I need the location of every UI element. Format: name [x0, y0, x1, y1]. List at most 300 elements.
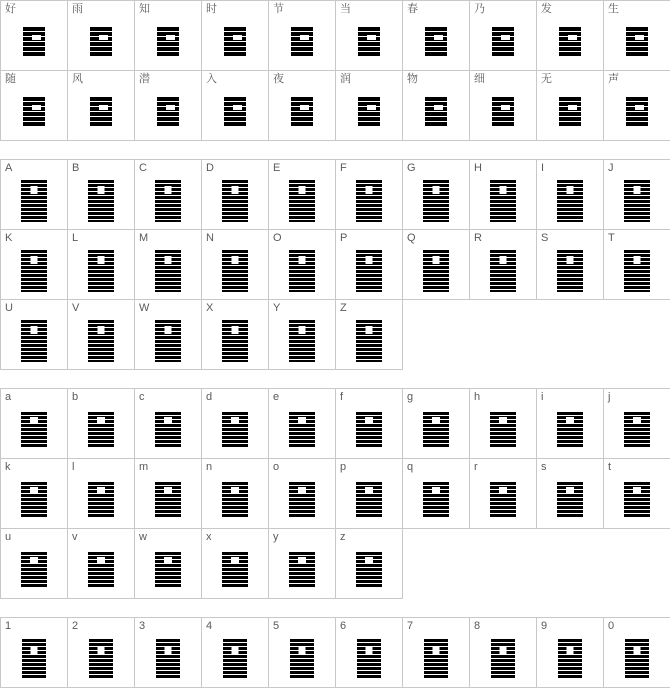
glyph-cell-label: h [474, 391, 481, 403]
glyph-cell-label: P [340, 232, 348, 244]
glyph-cell-label: V [72, 302, 80, 314]
glyph-cell-label: f [340, 391, 344, 403]
glyph-cell-label: a [5, 391, 12, 403]
glyph-cell [403, 1, 470, 71]
glyph-sample [403, 632, 469, 685]
glyph-cell-label: n [206, 461, 213, 473]
glyph-cell-label: 6 [340, 620, 347, 632]
glyph-cell [537, 618, 604, 688]
glyph-sample [537, 174, 603, 227]
glyph-sample [1, 543, 67, 596]
glyph-cell-empty [470, 529, 537, 599]
glyph-cell-label: 1 [5, 620, 12, 632]
glyph-cell-label: M [139, 232, 149, 244]
glyph-cell [135, 529, 202, 599]
glyph-sample [604, 473, 670, 526]
glyph-cell-label: 当 [340, 3, 351, 15]
glyph-cell-label: l [72, 461, 75, 473]
glyph-bitmap [356, 320, 382, 362]
glyph-cell [68, 389, 135, 459]
glyph-bitmap [356, 412, 382, 448]
glyph-cell [202, 160, 269, 230]
glyph-sample [336, 174, 402, 227]
glyph-bitmap [156, 639, 180, 679]
glyph-cell-label: z [340, 531, 346, 543]
glyph-bitmap [88, 180, 114, 222]
glyph-cell [537, 71, 604, 141]
glyph-cell [336, 529, 403, 599]
glyph-sample [202, 244, 268, 297]
glyph-cell [1, 160, 68, 230]
glyph-cell [269, 529, 336, 599]
glyph-sample [68, 543, 134, 596]
glyph-cell-label: G [407, 162, 416, 174]
glyph-bitmap [157, 27, 179, 57]
glyph-cell [1, 459, 68, 529]
glyph-cell [68, 459, 135, 529]
glyph-cell [1, 389, 68, 459]
glyph-cell-label: u [5, 531, 12, 543]
glyph-cell [202, 230, 269, 300]
glyph-sample [135, 15, 201, 68]
glyph-cell-label: 7 [407, 620, 414, 632]
glyph-bitmap [559, 97, 581, 127]
glyph-bitmap [89, 639, 113, 679]
glyph-bitmap [356, 552, 382, 588]
glyph-cell-label: 乃 [474, 3, 485, 15]
glyph-bitmap [222, 180, 248, 222]
glyph-cell [537, 389, 604, 459]
glyph-bitmap [356, 482, 382, 518]
glyph-sample [604, 244, 670, 297]
glyph-sample [470, 15, 536, 68]
glyph-bitmap [624, 412, 650, 448]
glyph-cell [269, 459, 336, 529]
glyph-bitmap [155, 250, 181, 292]
glyph-cell-label: 入 [206, 73, 217, 85]
glyph-sample [336, 632, 402, 685]
glyph-cell [470, 71, 537, 141]
glyph-cell-label: 物 [407, 73, 418, 85]
glyph-cell [68, 230, 135, 300]
glyph-sample [68, 403, 134, 456]
glyph-sample [403, 403, 469, 456]
glyph-sample [135, 244, 201, 297]
glyph-bitmap [558, 639, 582, 679]
glyph-cell [1, 1, 68, 71]
glyph-cell-label: 春 [407, 3, 418, 15]
glyph-sample [135, 174, 201, 227]
glyph-bitmap [491, 639, 515, 679]
glyph-cell-label: s [541, 461, 547, 473]
glyph-cell-label: N [206, 232, 214, 244]
glyph-cell-label: m [139, 461, 149, 473]
glyph-cell [68, 160, 135, 230]
glyph-sample [470, 632, 536, 685]
glyph-bitmap [21, 320, 47, 362]
glyph-sample [68, 473, 134, 526]
glyph-sample [135, 632, 201, 685]
glyph-bitmap [358, 27, 380, 57]
glyph-cell [68, 71, 135, 141]
glyph-sample [470, 85, 536, 138]
glyph-cell [135, 1, 202, 71]
glyph-bitmap [490, 482, 516, 518]
glyph-bitmap [356, 180, 382, 222]
glyph-sample [269, 632, 335, 685]
glyph-sample [68, 174, 134, 227]
glyph-cell-label: 声 [608, 73, 619, 85]
glyph-sample [537, 473, 603, 526]
glyph-cell-label: y [273, 531, 279, 543]
glyph-bitmap [289, 482, 315, 518]
glyph-sample [336, 244, 402, 297]
glyph-cell [135, 618, 202, 688]
glyph-cell-label: 发 [541, 3, 552, 15]
glyph-bitmap [425, 97, 447, 127]
glyph-sample [269, 174, 335, 227]
glyph-bitmap [21, 552, 47, 588]
glyph-sample [1, 632, 67, 685]
glyph-cell [470, 230, 537, 300]
glyph-bitmap [21, 250, 47, 292]
glyph-cell-label: i [541, 391, 544, 403]
glyph-bitmap [625, 639, 649, 679]
glyph-cell-label: L [72, 232, 79, 244]
glyph-sample [135, 314, 201, 367]
glyph-cell [135, 71, 202, 141]
glyph-cell-empty [470, 300, 537, 370]
glyph-cell [1, 230, 68, 300]
glyph-sample [604, 174, 670, 227]
glyph-cell-label: 0 [608, 620, 615, 632]
glyph-bitmap [289, 412, 315, 448]
glyph-cell [537, 160, 604, 230]
glyph-cell-label: 9 [541, 620, 548, 632]
glyph-bitmap [289, 180, 315, 222]
glyph-bitmap [21, 482, 47, 518]
glyph-cell [202, 300, 269, 370]
block-spacer [0, 370, 670, 388]
glyph-cell-label: q [407, 461, 414, 473]
glyph-sample [1, 85, 67, 138]
glyph-cell-label: A [5, 162, 13, 174]
glyph-sample [68, 632, 134, 685]
glyph-bitmap [557, 180, 583, 222]
glyph-cell [403, 230, 470, 300]
glyph-cell-empty [537, 300, 604, 370]
glyph-cell-label: e [273, 391, 280, 403]
glyph-bitmap [358, 97, 380, 127]
glyph-cell-label: v [72, 531, 78, 543]
glyph-cell-label: 风 [72, 73, 83, 85]
glyph-bitmap [290, 639, 314, 679]
glyph-bitmap [490, 412, 516, 448]
glyph-block-cjk [0, 0, 670, 141]
glyph-cell-label: O [273, 232, 282, 244]
glyph-cell [604, 618, 670, 688]
glyph-bitmap [22, 639, 46, 679]
glyph-cell-label: 3 [139, 620, 146, 632]
glyph-bitmap [423, 482, 449, 518]
glyph-sample [269, 473, 335, 526]
glyph-sample [68, 314, 134, 367]
glyph-cell [336, 300, 403, 370]
glyph-sample [403, 244, 469, 297]
glyph-cell [269, 1, 336, 71]
glyph-bitmap [90, 27, 112, 57]
glyph-bitmap [291, 97, 313, 127]
glyph-bitmap [21, 180, 47, 222]
glyph-cell [202, 459, 269, 529]
glyph-cell [68, 529, 135, 599]
glyph-cell [135, 389, 202, 459]
glyph-block-digits [0, 617, 670, 688]
glyph-sample [135, 403, 201, 456]
glyph-cell [336, 230, 403, 300]
glyph-bitmap [423, 250, 449, 292]
glyph-cell-label: W [139, 302, 150, 314]
glyph-bitmap [423, 180, 449, 222]
glyph-bitmap [157, 97, 179, 127]
glyph-cell-label: 知 [139, 3, 150, 15]
glyph-bitmap [492, 97, 514, 127]
glyph-cell [336, 160, 403, 230]
glyph-bitmap [425, 27, 447, 57]
glyph-bitmap [289, 320, 315, 362]
glyph-cell [269, 300, 336, 370]
glyph-cell-label: 好 [5, 3, 16, 15]
glyph-sample [604, 85, 670, 138]
glyph-sample [68, 15, 134, 68]
glyph-bitmap [222, 482, 248, 518]
glyph-bitmap [222, 412, 248, 448]
glyph-cell [135, 230, 202, 300]
glyph-sample [202, 174, 268, 227]
glyph-cell-empty [537, 529, 604, 599]
glyph-cell-label: Q [407, 232, 416, 244]
glyph-bitmap [289, 552, 315, 588]
glyph-cell [470, 1, 537, 71]
glyph-cell [1, 71, 68, 141]
glyph-cell-label: 节 [273, 3, 284, 15]
glyph-sample [269, 15, 335, 68]
glyph-cell [470, 459, 537, 529]
glyph-sample [1, 174, 67, 227]
glyph-cell [202, 1, 269, 71]
glyph-bitmap [155, 180, 181, 222]
glyph-cell [336, 1, 403, 71]
glyph-cell-label: X [206, 302, 214, 314]
glyph-cell [269, 230, 336, 300]
glyph-sample [336, 314, 402, 367]
glyph-cell [403, 389, 470, 459]
glyph-cell [403, 160, 470, 230]
glyph-cell [202, 389, 269, 459]
glyph-cell [1, 300, 68, 370]
glyph-cell [336, 618, 403, 688]
glyph-sample [202, 543, 268, 596]
glyph-cell [135, 160, 202, 230]
glyph-cell [604, 389, 670, 459]
glyph-cell-label: 5 [273, 620, 280, 632]
glyph-sample [604, 632, 670, 685]
glyph-cell [68, 300, 135, 370]
glyph-cell-label: 随 [5, 73, 16, 85]
glyph-cell [537, 230, 604, 300]
glyph-cell [135, 459, 202, 529]
glyph-sample [470, 174, 536, 227]
glyph-sample [336, 473, 402, 526]
glyph-cell-empty [604, 300, 670, 370]
glyph-cell-label: 生 [608, 3, 619, 15]
glyph-bitmap [155, 482, 181, 518]
glyph-bitmap [557, 250, 583, 292]
glyph-cell-label: 夜 [273, 73, 284, 85]
glyph-cell [403, 71, 470, 141]
glyph-bitmap [224, 27, 246, 57]
glyph-cell [403, 618, 470, 688]
glyph-cell-label: k [5, 461, 11, 473]
glyph-cell-label: H [474, 162, 482, 174]
glyph-bitmap [23, 97, 45, 127]
glyph-cell [604, 71, 670, 141]
glyph-bitmap [490, 250, 516, 292]
glyph-bitmap [155, 552, 181, 588]
glyph-cell [403, 459, 470, 529]
glyph-sample [68, 244, 134, 297]
glyph-bitmap [624, 250, 650, 292]
glyph-sample [470, 473, 536, 526]
glyph-bitmap [222, 552, 248, 588]
glyph-bitmap [21, 412, 47, 448]
glyph-sample [537, 244, 603, 297]
glyph-sample [135, 543, 201, 596]
glyph-cell-label: g [407, 391, 414, 403]
glyph-cell [604, 230, 670, 300]
glyph-bitmap [289, 250, 315, 292]
glyph-cell-label: R [474, 232, 482, 244]
glyph-sample [403, 15, 469, 68]
glyph-cell [336, 389, 403, 459]
glyph-bitmap [559, 27, 581, 57]
glyph-cell-label: J [608, 162, 614, 174]
glyph-cell-label: 8 [474, 620, 481, 632]
glyph-sample [604, 403, 670, 456]
glyph-cell-label: Y [273, 302, 281, 314]
glyph-bitmap [88, 412, 114, 448]
glyph-sample [202, 403, 268, 456]
glyph-sample [269, 543, 335, 596]
glyph-sample [403, 85, 469, 138]
glyph-bitmap [222, 250, 248, 292]
glyph-bitmap [88, 250, 114, 292]
glyph-sample [1, 314, 67, 367]
glyph-cell [135, 300, 202, 370]
glyph-cell-label: E [273, 162, 281, 174]
glyph-cell [202, 71, 269, 141]
glyph-bitmap [90, 97, 112, 127]
glyph-cell-label: d [206, 391, 213, 403]
glyph-cell [537, 1, 604, 71]
glyph-sample [537, 403, 603, 456]
glyph-cell-label: r [474, 461, 478, 473]
glyph-cell-label: 无 [541, 73, 552, 85]
glyph-sample [135, 473, 201, 526]
glyph-cell-label: D [206, 162, 214, 174]
block-spacer [0, 599, 670, 617]
glyph-cell-label: w [139, 531, 147, 543]
glyph-sample [269, 314, 335, 367]
glyph-cell [1, 618, 68, 688]
glyph-sample [537, 632, 603, 685]
glyph-cell [68, 1, 135, 71]
glyph-sample [202, 632, 268, 685]
glyph-cell-label: j [608, 391, 611, 403]
glyph-cell-label: T [608, 232, 615, 244]
glyph-sample [1, 403, 67, 456]
glyph-bitmap [224, 97, 246, 127]
glyph-sample [135, 85, 201, 138]
glyph-block-lowercase [0, 388, 670, 599]
glyph-sample [202, 15, 268, 68]
glyph-sample [269, 403, 335, 456]
glyph-bitmap [357, 639, 381, 679]
glyph-cell-label: 时 [206, 3, 217, 15]
glyph-sample [336, 85, 402, 138]
glyph-cell-empty [403, 529, 470, 599]
glyph-sample [403, 473, 469, 526]
glyph-cell-label: F [340, 162, 347, 174]
glyph-bitmap [23, 27, 45, 57]
glyph-cell-label: 2 [72, 620, 79, 632]
glyph-sample [336, 403, 402, 456]
glyph-cell-label: Z [340, 302, 347, 314]
glyph-sample [336, 15, 402, 68]
glyph-cell [537, 459, 604, 529]
glyph-cell-label: p [340, 461, 347, 473]
glyph-cell-label: x [206, 531, 212, 543]
glyph-cell-label: 细 [474, 73, 485, 85]
glyph-cell-label: U [5, 302, 13, 314]
glyph-cell [604, 160, 670, 230]
glyph-cell [269, 618, 336, 688]
glyph-bitmap [222, 320, 248, 362]
glyph-cell [470, 389, 537, 459]
glyph-bitmap [624, 482, 650, 518]
glyph-bitmap [557, 412, 583, 448]
glyph-cell [470, 160, 537, 230]
glyph-cell [269, 71, 336, 141]
glyph-sample [403, 174, 469, 227]
glyph-cell [202, 618, 269, 688]
glyph-cell-label: c [139, 391, 145, 403]
glyph-cell-label: 雨 [72, 3, 83, 15]
glyph-bitmap [557, 482, 583, 518]
glyph-cell [1, 529, 68, 599]
glyph-cell-empty [604, 529, 670, 599]
glyph-cell-label: 4 [206, 620, 213, 632]
glyph-cell [269, 389, 336, 459]
glyph-cell-label: S [541, 232, 549, 244]
glyph-sample [202, 314, 268, 367]
glyph-cell [202, 529, 269, 599]
glyph-block-uppercase [0, 159, 670, 370]
glyph-cell [604, 1, 670, 71]
glyph-bitmap [492, 27, 514, 57]
glyph-bitmap [88, 320, 114, 362]
glyph-bitmap [88, 482, 114, 518]
